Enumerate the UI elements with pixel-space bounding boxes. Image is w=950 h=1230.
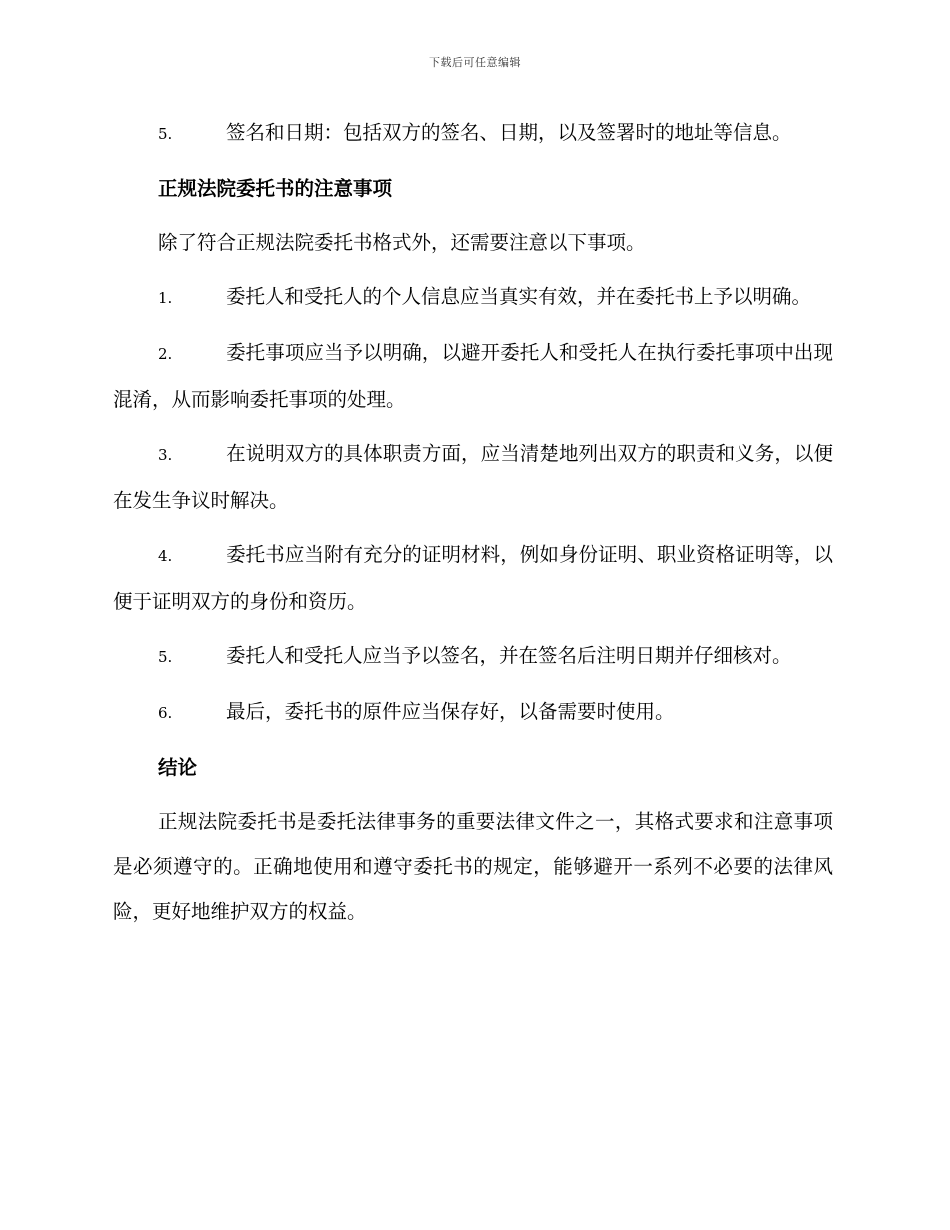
list-item (113, 274, 833, 321)
list-item-number: 3. (158, 446, 173, 464)
list-item-number: 5. (158, 125, 173, 143)
list-item-number: 1. (158, 289, 173, 307)
list-item (113, 689, 833, 736)
list-item (113, 431, 833, 523)
list-item-number: 4. (158, 547, 173, 565)
list-item-number: 5. (158, 648, 173, 666)
list-item-text: 委托事项应当予以明确，以避开委托人和受托人在执行委托事项中出现混淆，从而影响委托事项的处理。 (113, 341, 833, 411)
list-item-text: 最后，委托书的原件应当保存好，以备需要时使用。 (226, 700, 675, 723)
list-item (113, 330, 833, 422)
conclusion-paragraph: 正规法院委托书是委托法律事务的重要法律文件之一，其格式要求和注意事项是必须遵守的。正确地使用和遵守委托书的规定，能够避开一系列不必要的法律风险，更好地维护双方的权益。 (113, 810, 833, 923)
document-body (113, 110, 833, 943)
section-intro: 除了符合正规法院委托书格式外，还需要注意以下事项。 (158, 231, 646, 254)
list-item (113, 110, 833, 157)
list-item-text: 签名和日期：包括双方的签名、日期，以及签署时的地址等信息。 (226, 121, 792, 144)
list-item-text: 委托人和受托人应当予以签名，并在签名后注明日期并仔细核对。 (226, 644, 792, 667)
list-item (113, 532, 833, 624)
section-heading-conclusion: 结论 (158, 756, 198, 779)
list-item-text: 在说明双方的具体职责方面，应当清楚地列出双方的职责和义务，以便在发生争议时解决。 (113, 442, 833, 512)
list-item-text: 委托书应当附有充分的证明材料，例如身份证明、职业资格证明等，以便于证明双方的身份和资历。 (113, 543, 833, 613)
page-header: 下载后可任意编辑 (429, 56, 521, 69)
list-item (113, 633, 833, 680)
list-item-number: 2. (158, 345, 173, 363)
section-heading-notes: 正规法院委托书的注意事项 (158, 177, 393, 200)
list-item-number: 6. (158, 704, 173, 722)
list-item-text: 委托人和受托人的个人信息应当真实有效，并在委托书上予以明确。 (226, 285, 812, 308)
